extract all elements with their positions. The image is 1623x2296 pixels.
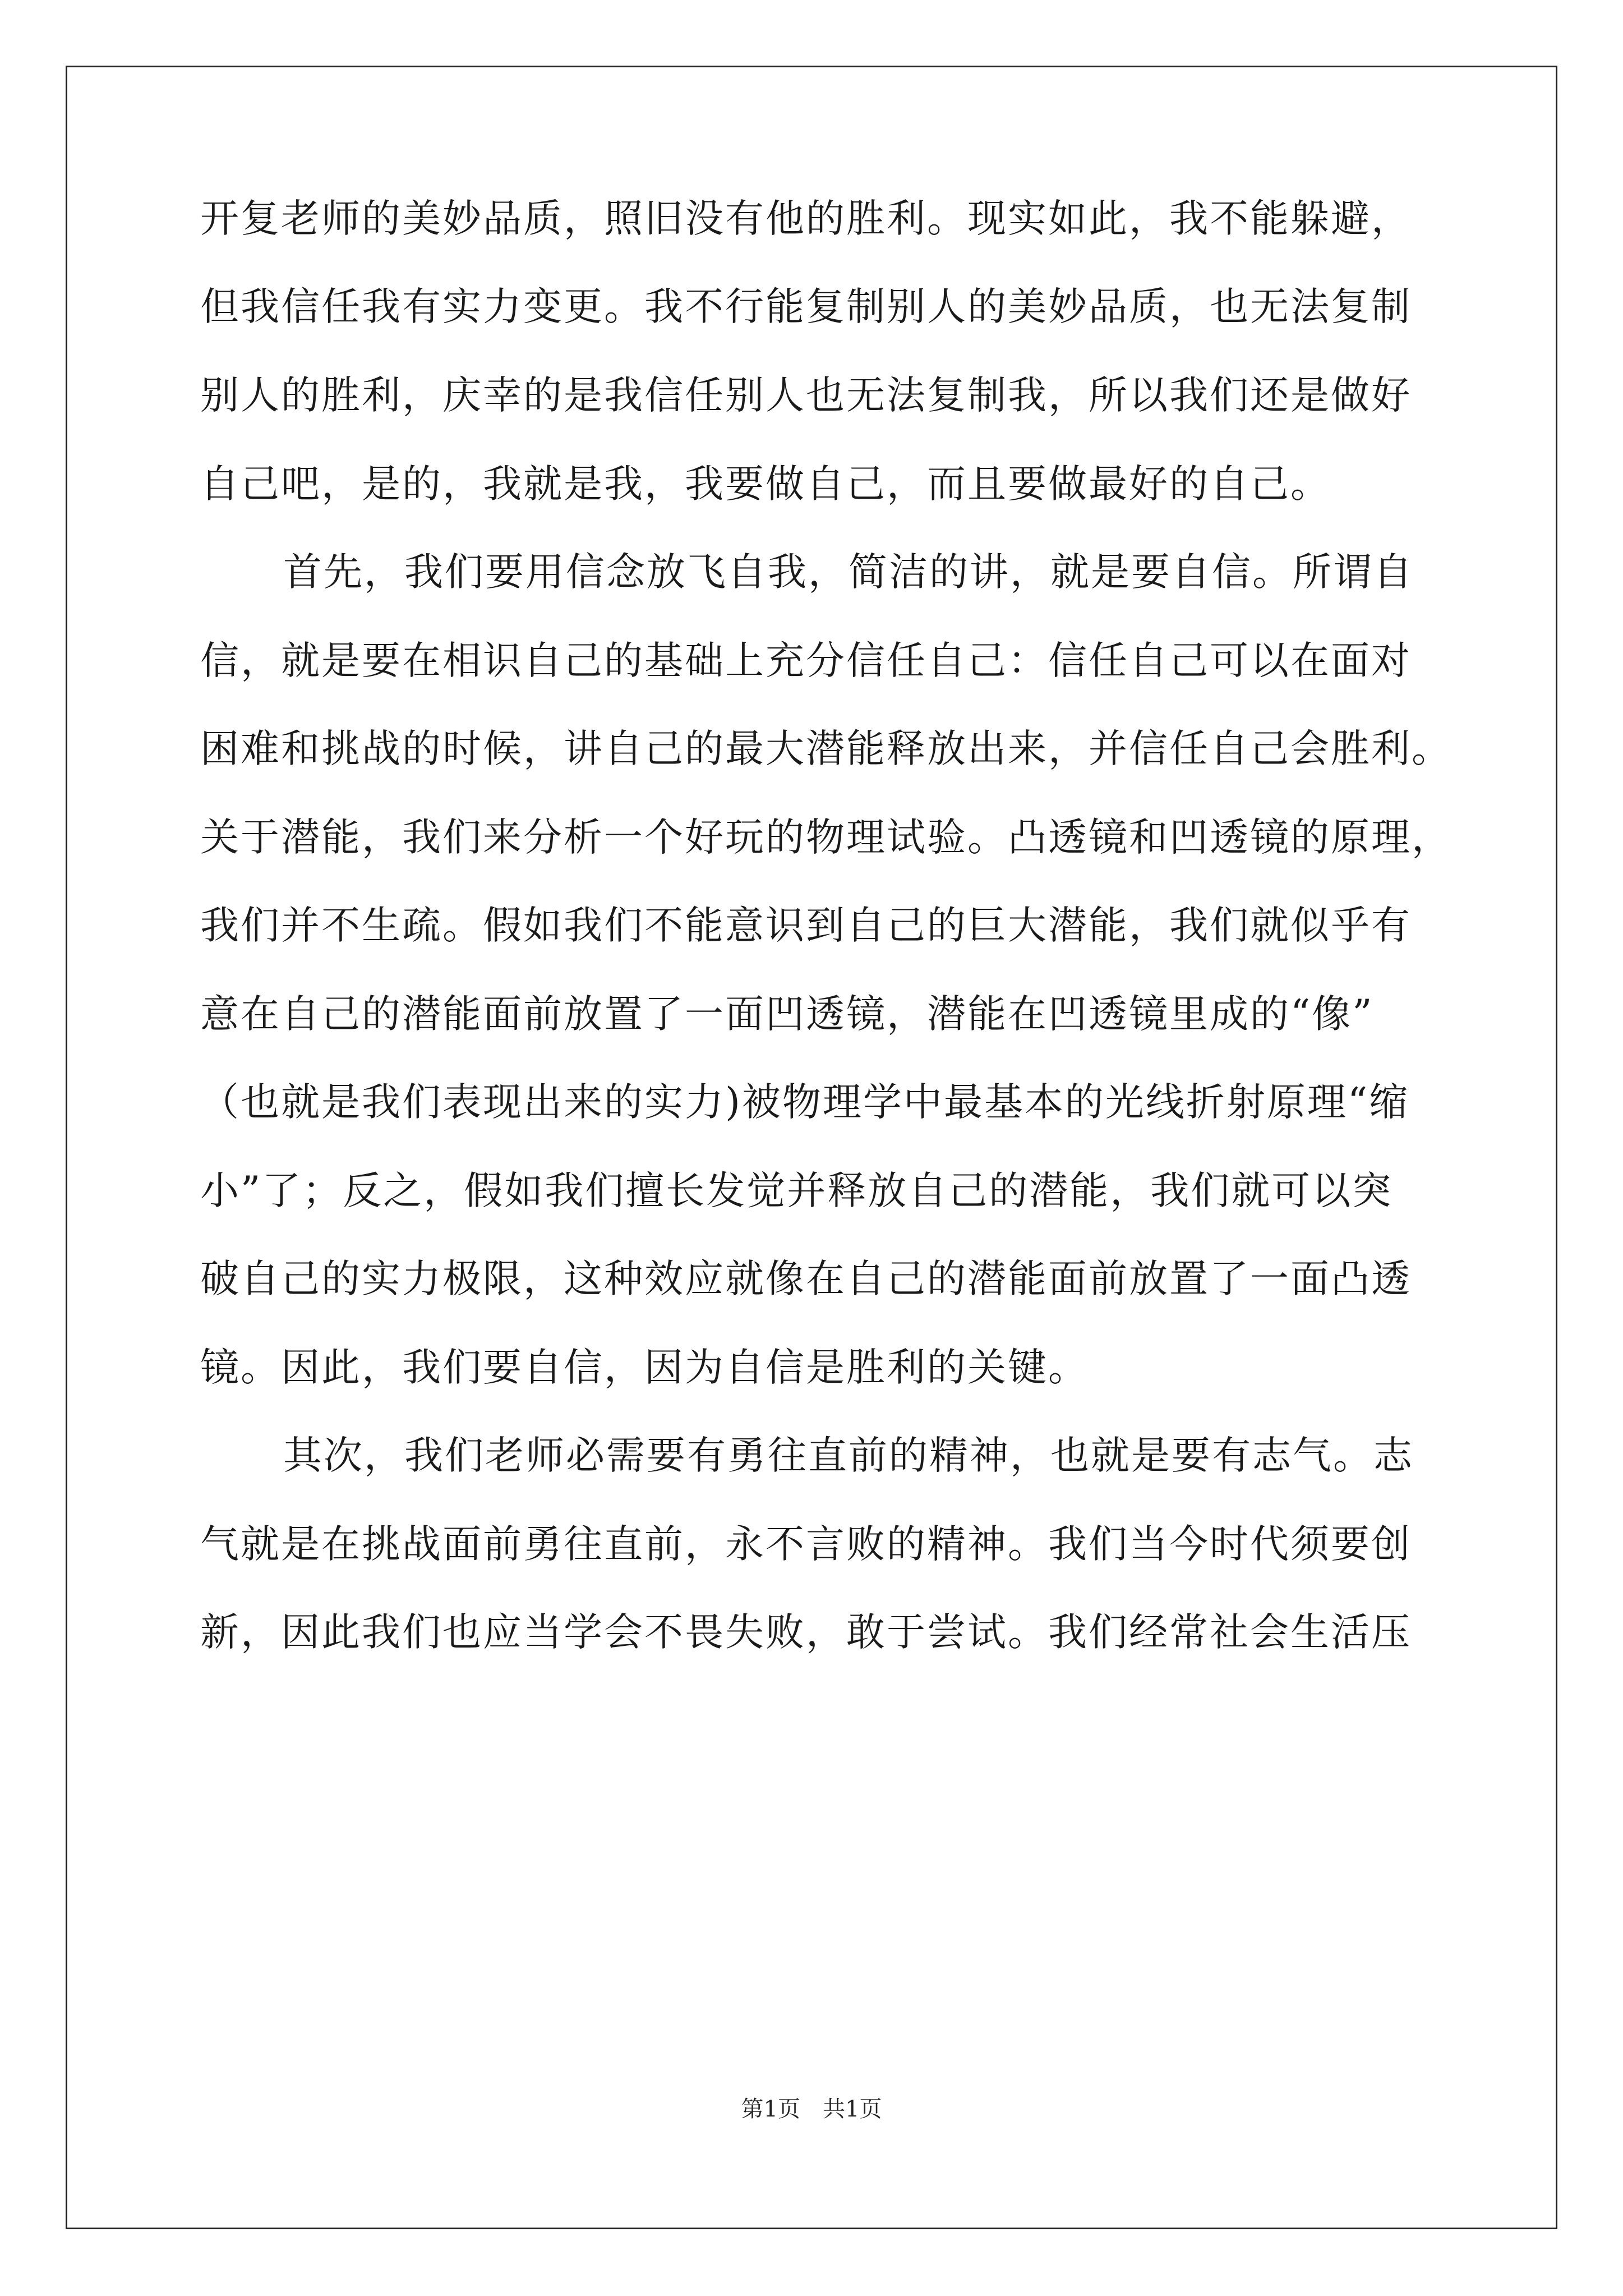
text-line: 镜。因此，我们要自信，因为自信是胜利的关键。	[200, 1345, 1089, 1390]
page-total: 共1页	[823, 2096, 882, 2122]
text-line: 别人的胜利，庆幸的是我信任别人也无法复制我，所以我们还是做好	[200, 373, 1412, 418]
text-line: 但我信任我有实力变更。我不行能复制别人的美妙品质，也无法复制	[200, 284, 1412, 329]
page-footer	[0, 2095, 1623, 2123]
text-line: （也就是我们表现出来的实力)被物理学中最基本的光线折射原理“缩	[200, 1080, 1410, 1125]
paragraph-start-line: 其次，我们老师必需要有勇往直前的精神，也就是要有志气。志	[283, 1433, 1414, 1478]
text-line: 破自己的实力极限，这种效应就像在自己的潜能面前放置了一面凸透	[200, 1257, 1412, 1301]
text-line: 新，因此我们也应当学会不畏失败，敢于尝试。我们经常社会生活压	[200, 1610, 1412, 1655]
text-line: 自己吧，是的，我就是我，我要做自己，而且要做最好的自己。	[200, 462, 1331, 507]
text-line: 信，就是要在相识自己的基础上充分信任自己：信任自己可以在面对	[200, 638, 1412, 683]
page-number: 第1页	[741, 2096, 800, 2122]
text-line: 关于潜能，我们来分析一个好玩的物理试验。凸透镜和凹透镜的原理，	[200, 815, 1452, 860]
text-line: 气就是在挑战面前勇往直前，永不言败的精神。我们当今时代须要创	[200, 1522, 1412, 1567]
text-line: 意在自己的潜能面前放置了一面凹透镜，潜能在凹透镜里成的“像”	[200, 992, 1374, 1037]
text-line: 小”了；反之，假如我们擅长发觉并释放自己的潜能，我们就可以突	[200, 1168, 1393, 1213]
paragraph-start-line: 首先，我们要用信念放飞自我，简洁的讲，就是要自信。所谓自	[283, 550, 1414, 595]
text-line: 开复老师的美妙品质，照旧没有他的胜利。现实如此，我不能躲避，	[200, 196, 1412, 241]
text-line: 我们并不生疏。假如我们不能意识到自己的巨大潜能，我们就似乎有	[200, 903, 1412, 948]
text-line: 困难和挑战的时候，讲自己的最大潜能释放出来，并信任自己会胜利。	[200, 726, 1452, 771]
